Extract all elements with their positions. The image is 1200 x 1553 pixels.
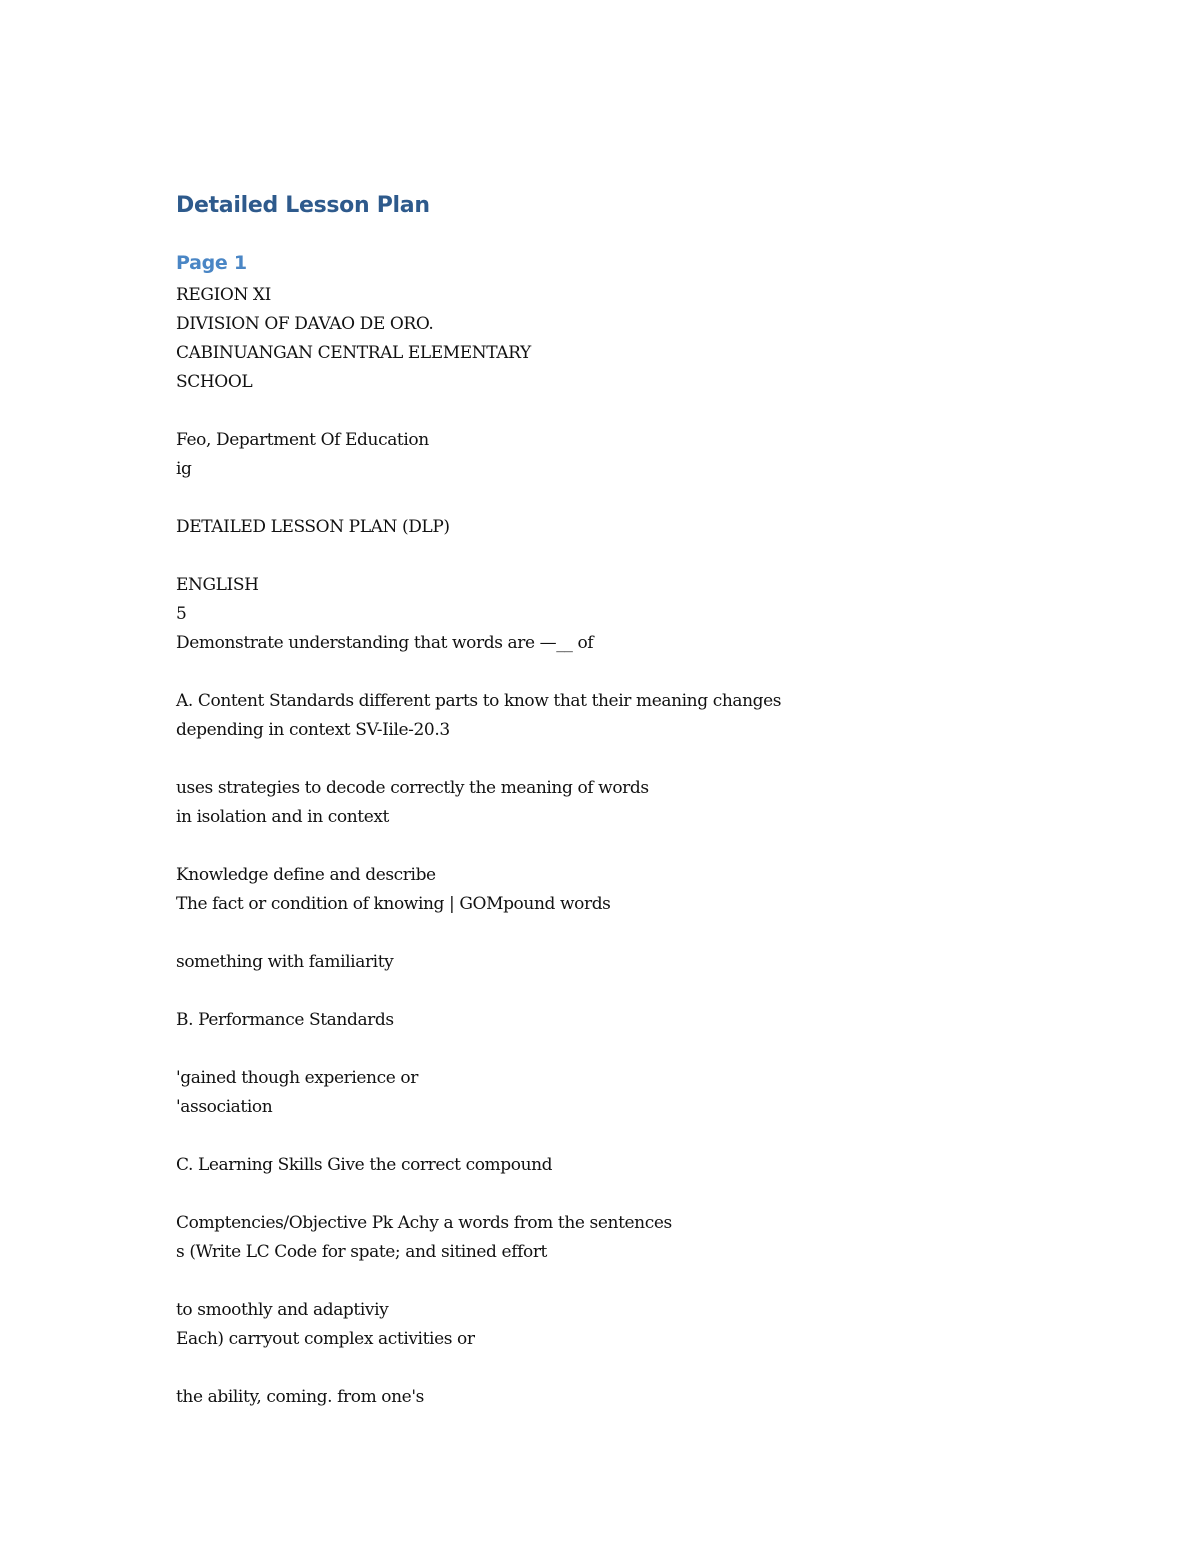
body-line: C. Learning Skills Give the correct compound: [176, 1155, 553, 1175]
blank-line: [176, 919, 1036, 948]
body-line: SCHOOL: [176, 372, 253, 392]
body-line: s (Write LC Code for spate; and sitined effort: [176, 1242, 547, 1262]
body-line: Comptencies/Objective Pk Achy a words from the sentences: [176, 1213, 672, 1233]
body-line: something with familiarity: [176, 952, 394, 972]
blank-line: [176, 1267, 1036, 1296]
body-line: depending in context SV-Iile-20.3: [176, 720, 450, 740]
page-heading: Page 1: [176, 252, 247, 274]
blank-line: [176, 1035, 1036, 1064]
blank-line: [176, 397, 1036, 426]
body-line: Demonstrate understanding that words are —__ of: [176, 633, 594, 653]
body-line: DETAILED LESSON PLAN (DLP): [176, 517, 450, 537]
document-content: [176, 188, 1036, 1412]
body-line: 'gained though experience or: [176, 1068, 418, 1088]
body-line: the ability, coming. from one's: [176, 1387, 424, 1407]
body-line: DIVISION OF DAVAO DE ORO.: [176, 314, 434, 334]
body-line: CABINUANGAN CENTRAL ELEMENTARY: [176, 343, 531, 363]
blank-line: [176, 658, 1036, 687]
body-line: B. Performance Standards: [176, 1010, 394, 1030]
blank-line: [176, 542, 1036, 571]
blank-line: [176, 832, 1036, 861]
blank-line: [176, 1122, 1036, 1151]
body-line: 5: [176, 604, 187, 624]
blank-line: [176, 1354, 1036, 1383]
body-line: to smoothly and adaptiviy: [176, 1300, 389, 1320]
blank-line: [176, 977, 1036, 1006]
body-line: Each) carryout complex activities or: [176, 1329, 475, 1349]
document-title: Detailed Lesson Plan: [176, 193, 430, 218]
body-line: REGION XI: [176, 285, 271, 305]
document-body: [176, 281, 1036, 1412]
body-line: The fact or condition of knowing | GOMpound words: [176, 894, 611, 914]
blank-line: [176, 745, 1036, 774]
body-line: in isolation and in context: [176, 807, 389, 827]
body-line: Knowledge define and describe: [176, 865, 436, 885]
blank-line: [176, 1180, 1036, 1209]
body-line: 'association: [176, 1097, 273, 1117]
body-line: ig: [176, 459, 192, 479]
body-line: Feo, Department Of Education: [176, 430, 429, 450]
body-line: A. Content Standards different parts to know that their meaning changes: [176, 691, 782, 711]
body-line: ENGLISH: [176, 575, 259, 595]
body-line: uses strategies to decode correctly the meaning of words: [176, 778, 649, 798]
blank-line: [176, 484, 1036, 513]
